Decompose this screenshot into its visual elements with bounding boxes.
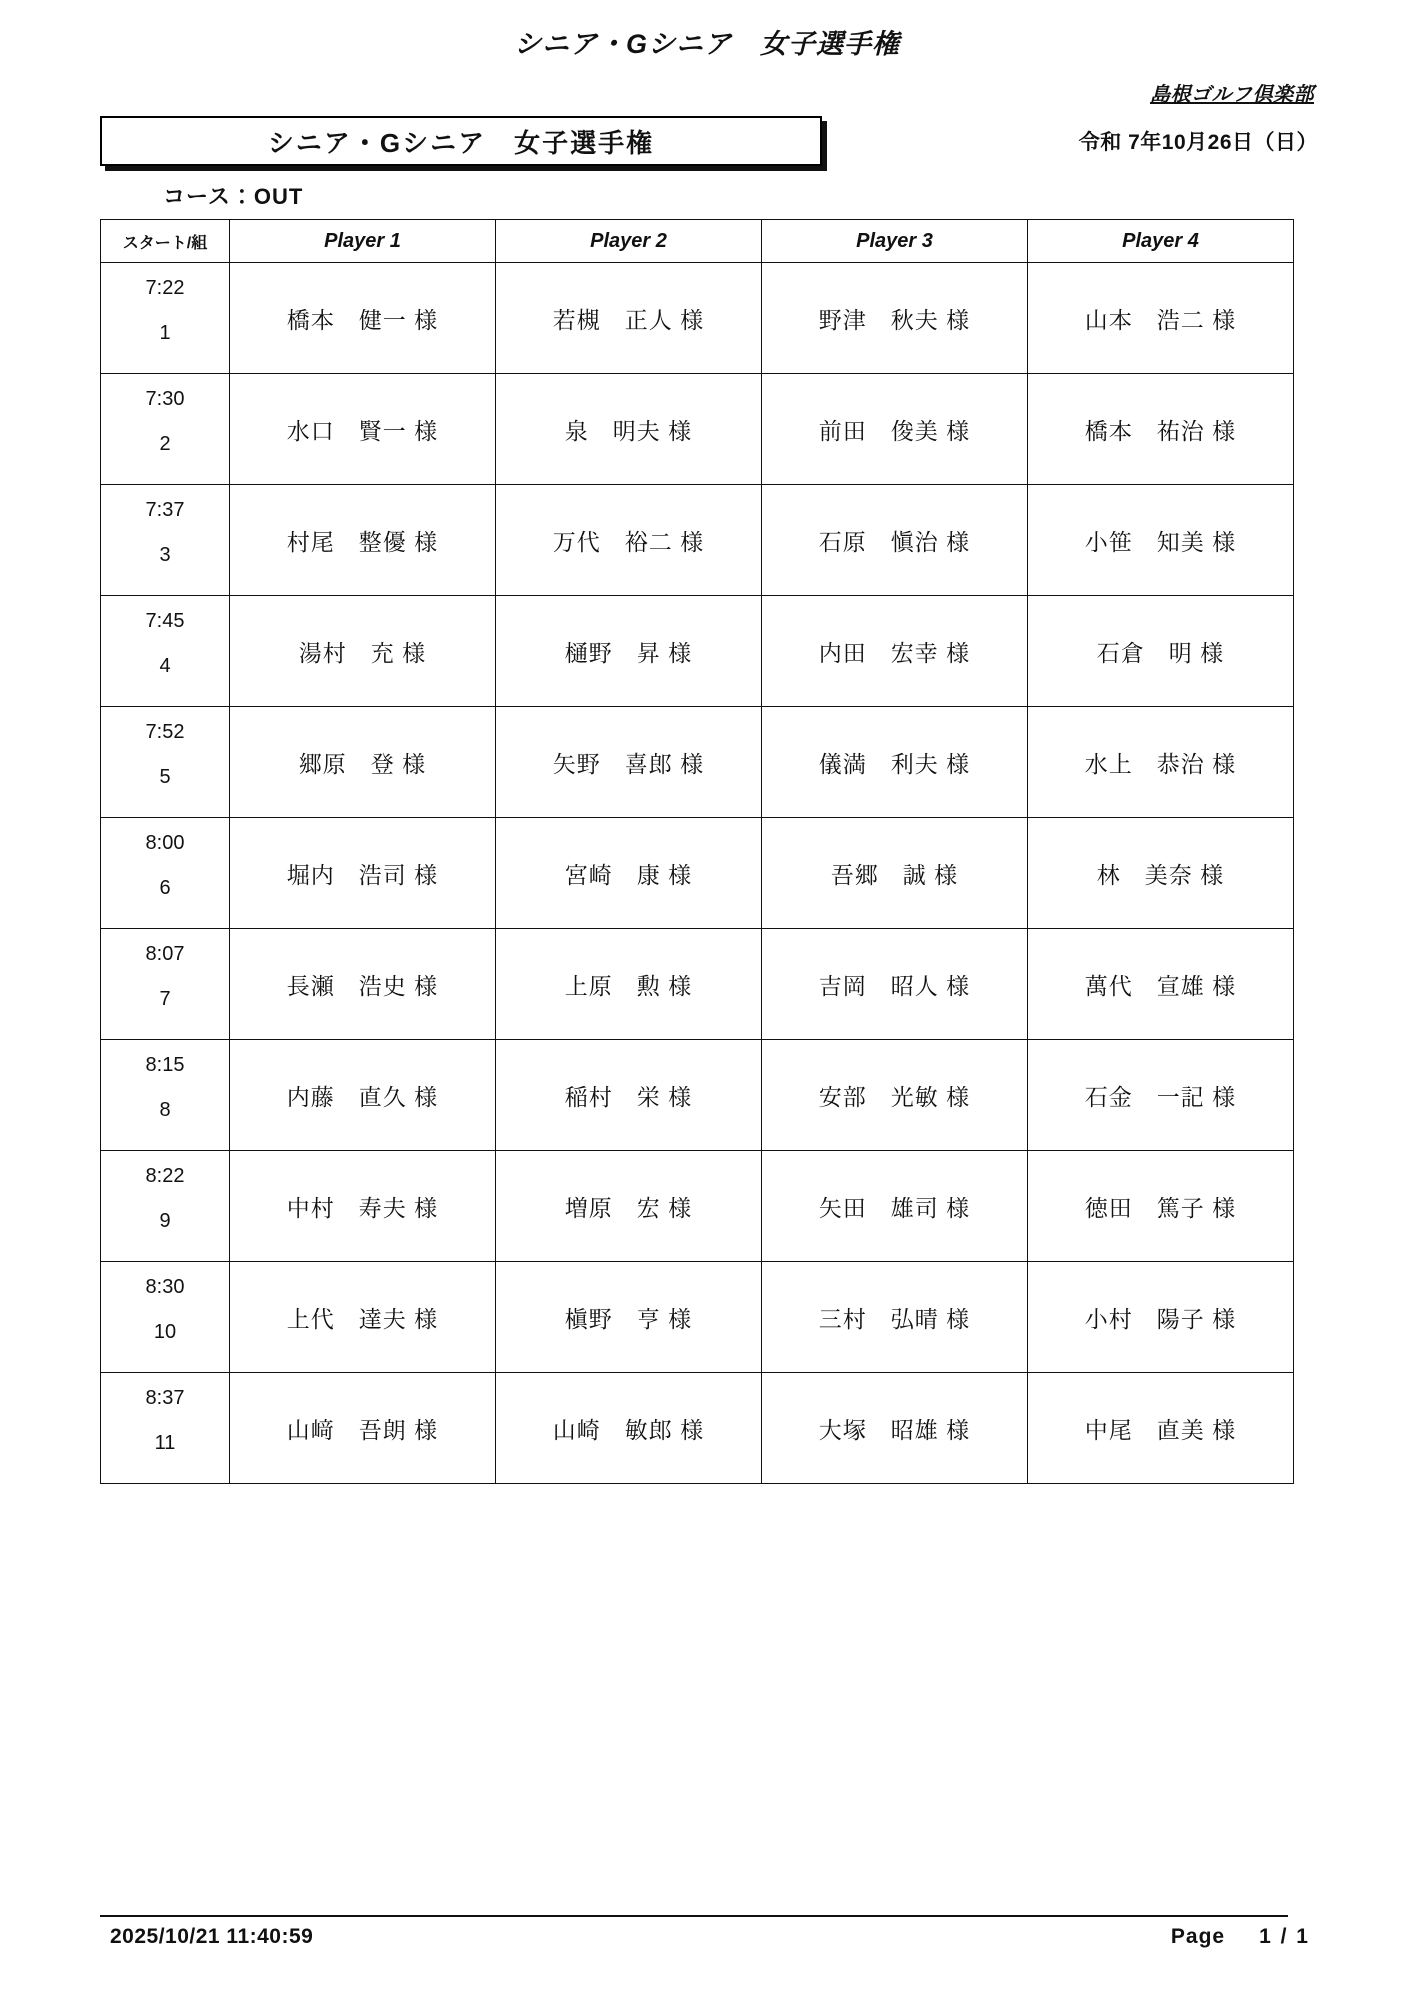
player-name-cell (762, 1262, 1028, 1373)
player-name: 林 美奈 様 (1096, 861, 1225, 888)
player-name-cell (230, 1262, 496, 1373)
player-name: 野津 秋夫 様 (818, 306, 971, 333)
column-header-player2: Player 2 (496, 220, 762, 263)
player-name: 儀満 利夫 様 (818, 750, 971, 777)
course-line (163, 180, 303, 211)
start-time: 7:45 (145, 610, 185, 632)
player-name: 増原 宏 様 (564, 1194, 693, 1221)
player-name: 橋本 祐治 様 (1084, 417, 1237, 444)
table-body (101, 263, 1294, 1484)
column-header-start: スタート/組 (101, 220, 230, 263)
player-name-cell (762, 263, 1028, 374)
start-time: 8:07 (145, 943, 185, 965)
player-name-cell (1028, 596, 1294, 707)
player-name-cell (230, 818, 496, 929)
player-name: 内藤 直久 様 (286, 1083, 439, 1110)
player-name-cell (496, 1262, 762, 1373)
start-cell (101, 1373, 230, 1484)
start-cell (101, 1040, 230, 1151)
player-name-cell (1028, 263, 1294, 374)
group-number: 11 (154, 1432, 176, 1454)
footer-divider (100, 1915, 1288, 1917)
table-row (101, 1262, 1294, 1373)
player-name-cell (762, 929, 1028, 1040)
player-name-cell (230, 263, 496, 374)
title-box (100, 116, 822, 166)
group-number: 5 (159, 766, 171, 788)
player-name: 内田 宏幸 様 (818, 639, 971, 666)
player-name-cell (1028, 818, 1294, 929)
player-name-cell (230, 596, 496, 707)
course-label: コース： (163, 184, 254, 209)
player-name: 小笹 知美 様 (1084, 528, 1237, 555)
table-row (101, 929, 1294, 1040)
player-name-cell (496, 1040, 762, 1151)
table-row (101, 1040, 1294, 1151)
player-name-cell (496, 929, 762, 1040)
table-row (101, 263, 1294, 374)
player-name: 上代 達夫 様 (286, 1305, 439, 1332)
player-name: 吾郷 誠 様 (830, 861, 959, 888)
club-name: 島根ゴルフ倶楽部 (1150, 84, 1314, 106)
start-cell (101, 1262, 230, 1373)
player-name: 堀内 浩司 様 (286, 861, 439, 888)
group-number: 7 (159, 988, 171, 1010)
start-time: 7:52 (145, 721, 185, 743)
player-name-cell (496, 374, 762, 485)
table-row (101, 1151, 1294, 1262)
player-name-cell (1028, 1151, 1294, 1262)
group-number: 3 (159, 544, 171, 566)
group-number: 2 (159, 433, 171, 455)
start-time: 8:00 (145, 832, 185, 854)
player-name: 橋本 健一 様 (286, 306, 439, 333)
player-name-cell (496, 1151, 762, 1262)
start-cell (101, 485, 230, 596)
player-name-cell (1028, 707, 1294, 818)
course-value: OUT (253, 184, 304, 209)
column-header-player3: Player 3 (762, 220, 1028, 263)
player-name: 石原 愼治 様 (818, 528, 971, 555)
player-name-cell (230, 707, 496, 818)
column-header-player4: Player 4 (1028, 220, 1294, 263)
player-name: 石金 一記 様 (1084, 1083, 1237, 1110)
player-name: 三村 弘晴 様 (818, 1305, 971, 1332)
player-name-cell (496, 263, 762, 374)
player-name: 若槻 正人 様 (552, 306, 705, 333)
player-name-cell (1028, 929, 1294, 1040)
group-number: 9 (159, 1210, 171, 1232)
player-name: 大塚 昭雄 様 (818, 1416, 971, 1443)
player-name: 上原 勲 様 (564, 972, 693, 999)
start-time: 8:37 (145, 1387, 185, 1409)
table-row (101, 707, 1294, 818)
start-time: 8:22 (145, 1165, 185, 1187)
player-name: 安部 光敏 様 (818, 1083, 971, 1110)
player-name-cell (762, 1040, 1028, 1151)
player-name: 山﨑 吾朗 様 (286, 1416, 439, 1443)
start-cell (101, 818, 230, 929)
player-name: 小村 陽子 様 (1084, 1305, 1237, 1332)
tee-time-table (100, 219, 1294, 1484)
player-name: 徳田 篤子 様 (1084, 1194, 1237, 1221)
player-name: 水口 賢一 様 (286, 417, 439, 444)
start-time: 7:37 (145, 499, 185, 521)
player-name-cell (762, 596, 1028, 707)
player-name: 石倉 明 様 (1096, 639, 1225, 666)
player-name: 泉 明夫 様 (564, 417, 693, 444)
player-name-cell (1028, 1373, 1294, 1484)
footer-page-info (1171, 1925, 1310, 1949)
table-row (101, 374, 1294, 485)
player-name-cell (230, 1373, 496, 1484)
player-name: 万代 裕二 様 (552, 528, 705, 555)
group-number: 6 (159, 877, 171, 899)
player-name: 萬代 宣雄 様 (1084, 972, 1237, 999)
player-name: 矢野 喜郎 様 (552, 750, 705, 777)
start-cell (101, 374, 230, 485)
player-name-cell (762, 818, 1028, 929)
player-name: 槇野 亨 様 (564, 1305, 693, 1332)
start-time: 7:30 (145, 388, 185, 410)
document-header-title: シニア・Gシニア 女子選手権 (513, 29, 900, 59)
player-name-cell (230, 1040, 496, 1151)
page-number: 1 / 1 (1259, 1925, 1310, 1948)
player-name: 村尾 整優 様 (286, 528, 439, 555)
group-number: 8 (159, 1099, 171, 1121)
player-name: 中尾 直美 様 (1084, 1416, 1237, 1443)
player-name-cell (496, 818, 762, 929)
table-header-row (101, 220, 1294, 263)
table-row (101, 596, 1294, 707)
player-name: 湯村 充 様 (298, 639, 427, 666)
player-name-cell (230, 929, 496, 1040)
start-cell (101, 263, 230, 374)
player-name: 山本 浩二 様 (1084, 306, 1237, 333)
start-cell (101, 596, 230, 707)
player-name-cell (762, 707, 1028, 818)
player-name-cell (1028, 374, 1294, 485)
start-time: 8:15 (145, 1054, 185, 1076)
table-row (101, 818, 1294, 929)
player-name-cell (762, 1151, 1028, 1262)
page-label: Page (1170, 1925, 1226, 1948)
player-name-cell (1028, 485, 1294, 596)
player-name-cell (762, 1373, 1028, 1484)
start-cell (101, 929, 230, 1040)
start-time: 7:22 (145, 277, 185, 299)
player-name-cell (496, 485, 762, 596)
player-name-cell (496, 707, 762, 818)
player-name-cell (1028, 1262, 1294, 1373)
player-name-cell (762, 374, 1028, 485)
player-name: 宮崎 康 様 (564, 861, 693, 888)
table-row (101, 1373, 1294, 1484)
player-name-cell (230, 374, 496, 485)
start-time: 8:30 (145, 1276, 185, 1298)
table-head (101, 220, 1294, 263)
start-cell (101, 1151, 230, 1262)
title-box-text: シニア・Gシニア 女子選手権 (267, 127, 655, 158)
player-name-cell (762, 485, 1028, 596)
footer-timestamp: 2025/10/21 11:40:59 (110, 1925, 314, 1948)
player-name-cell (230, 1151, 496, 1262)
player-name: 郷原 登 様 (298, 750, 427, 777)
player-name: 矢田 雄司 様 (818, 1194, 971, 1221)
group-number: 4 (159, 655, 171, 677)
player-name: 前田 俊美 様 (818, 417, 971, 444)
player-name: 中村 寿夫 様 (286, 1194, 439, 1221)
player-name: 長瀬 浩史 様 (286, 972, 439, 999)
group-number: 10 (153, 1321, 177, 1343)
group-number: 1 (159, 322, 171, 344)
player-name: 吉岡 昭人 様 (818, 972, 971, 999)
player-name-cell (1028, 1040, 1294, 1151)
event-date: 令和 7年10月26日（日） (1078, 131, 1318, 154)
player-name: 山崎 敏郎 様 (552, 1416, 705, 1443)
player-name-cell (496, 1373, 762, 1484)
player-name: 水上 恭治 様 (1084, 750, 1237, 777)
player-name-cell (496, 596, 762, 707)
player-name: 樋野 昇 様 (564, 639, 693, 666)
player-name: 稲村 栄 様 (564, 1083, 693, 1110)
player-name-cell (230, 485, 496, 596)
table-row (101, 485, 1294, 596)
start-cell (101, 707, 230, 818)
column-header-player1: Player 1 (230, 220, 496, 263)
